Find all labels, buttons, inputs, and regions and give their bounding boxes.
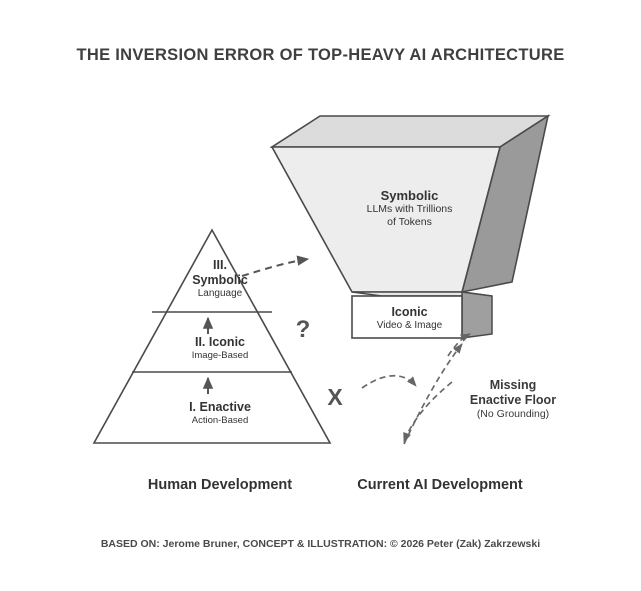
- funnel-iconic-sub: Video & Image: [376, 319, 443, 331]
- caption-current-ai-development: Current AI Development: [357, 477, 523, 493]
- question-mark-glyph: ?: [295, 316, 311, 343]
- funnel-symbolic-label: [322, 188, 497, 228]
- tier-iconic-sub: Image-Based: [191, 349, 249, 361]
- funnel-symbolic-name: Symbolic: [380, 188, 439, 203]
- pyramid-tier-symbolic: [150, 258, 290, 299]
- tier-symbolic-name: Symbolic: [192, 272, 248, 287]
- tier-symbolic-roman: III.: [213, 258, 227, 272]
- page-title: THE INVERSION ERROR OF TOP-HEAVY AI ARCHITECTURE: [76, 46, 565, 64]
- missing-floor-sub: (No Grounding): [476, 407, 550, 420]
- caption-human-development: Human Development: [147, 477, 293, 493]
- funnel-iconic-label: [342, 305, 477, 332]
- tier-enactive-sub: Action-Based: [191, 414, 249, 426]
- missing-enactive-floor-label: [443, 378, 583, 420]
- pyramid-tier-enactive: [140, 400, 300, 426]
- funnel-symbolic-sub-1: LLMs with Trillions: [366, 203, 453, 216]
- tier-symbolic-sub: Language: [197, 287, 243, 299]
- tier-iconic-name: II. Iconic: [194, 335, 245, 349]
- missing-floor-line-1: Missing: [489, 378, 537, 392]
- funnel-symbolic-sub-2: of Tokens: [387, 215, 432, 228]
- x-mark-glyph: X: [327, 384, 343, 410]
- missing-floor-line-2: Enactive Floor: [469, 392, 557, 407]
- tier-enactive-name: I. Enactive: [189, 400, 251, 414]
- credit-line: BASED ON: Jerome Bruner, CONCEPT & ILLUSTRATION: © 2026 Peter (Zak) Zakrzewski: [100, 538, 541, 550]
- pyramid-tier-iconic: [150, 335, 290, 361]
- funnel-iconic-name: Iconic: [391, 305, 428, 319]
